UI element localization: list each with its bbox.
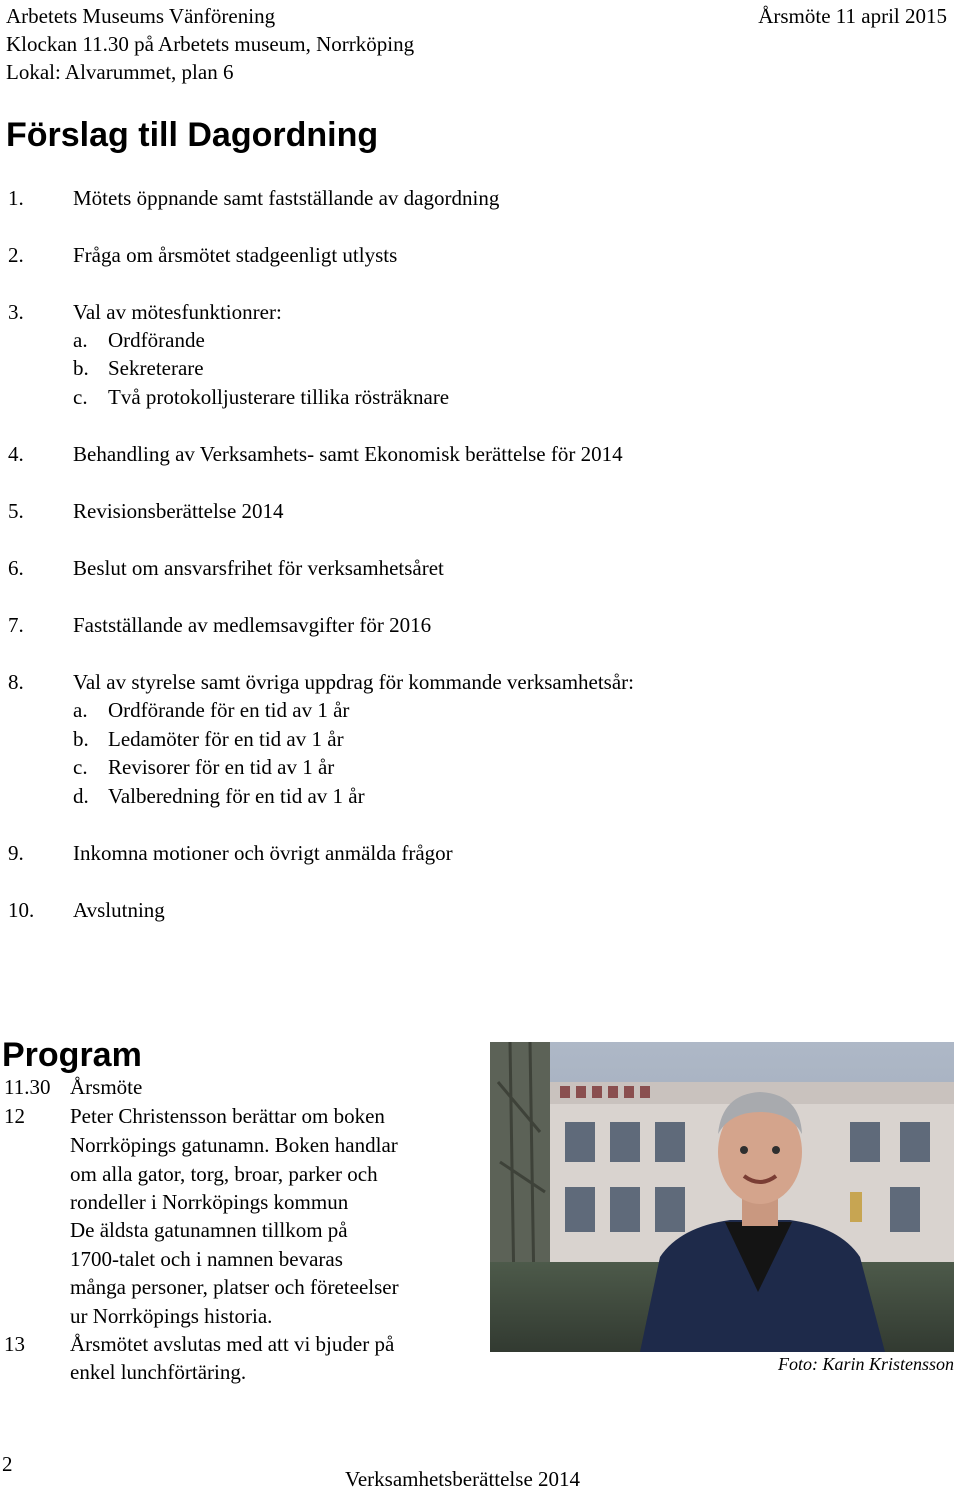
program-line: om alla gator, torg, broar, parker och (70, 1162, 378, 1186)
page-number: 2 (2, 1452, 13, 1476)
program-line: 1700-talet och i namnen bevaras (70, 1247, 343, 1271)
agenda-title: Förslag till Dagordning (6, 116, 379, 154)
program-line: Peter Christensson berättar om boken (70, 1104, 385, 1128)
program-line: många personer, platser och företeelser (70, 1275, 399, 1299)
program-line: rondeller i Norrköpings kommun (70, 1190, 349, 1214)
org-name: Arbetets Museums Vänförening (6, 4, 276, 28)
program-time: 13 (4, 1332, 25, 1356)
footer-document-title: Verksamhetsberättelse 2014 (345, 1467, 581, 1491)
program-line: enkel lunchförtäring. (70, 1360, 247, 1384)
program-line: Årsmötet avslutas med att vi bjuder på (70, 1332, 395, 1356)
speaker-photo (490, 1042, 954, 1352)
program-line: Årsmöte (70, 1075, 143, 1099)
meeting-time-place: Klockan 11.30 på Arbetets museum, Norrköping (6, 32, 415, 56)
speaker-photo-illustration (490, 1042, 954, 1352)
program-line: De äldsta gatunamnen tillkom på (70, 1218, 348, 1242)
meeting-date: Årsmöte 11 april 2015 (758, 4, 947, 28)
program-title: Program (2, 1036, 142, 1074)
program-time: 12 (4, 1104, 25, 1128)
meeting-room: Lokal: Alvarummet, plan 6 (6, 60, 234, 84)
program-line: ur Norrköpings historia. (70, 1304, 273, 1328)
photo-credit: Foto: Karin Kristensson (777, 1354, 954, 1374)
program-time: 11.30 (4, 1075, 51, 1099)
program-line: Norrköpings gatunamn. Boken handlar (70, 1133, 398, 1157)
